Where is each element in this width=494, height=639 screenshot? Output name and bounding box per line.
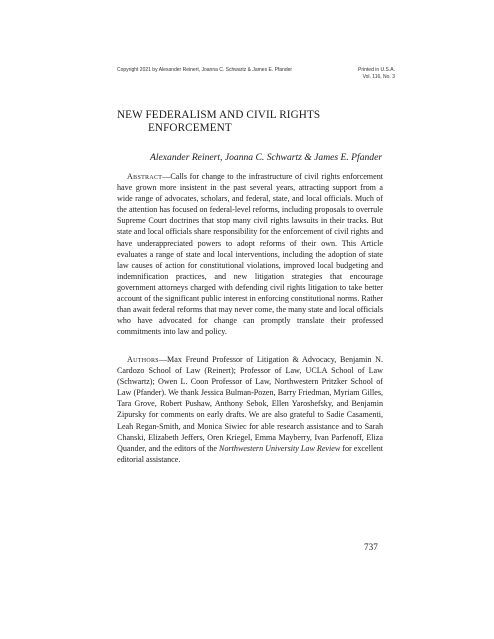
page-number: 737	[364, 542, 378, 552]
abstract-text: —Calls for change to the infrastructure of civil rights enforcement have grown more insistent in the past several years, attracting support from a wide range of advocates, scholars, and federal, state, and local officials. Much of the attention has focused on federal-level reforms, including proposals to overrule Supreme Court doctrines that stop many civil rights lawsuits in their tracks. But state and local officials share responsibility for the enforcement of civil rights and have underappreciated powers to adopt reforms of their own. This Article evaluates a range of state and local interventions, including the adoption of state law causes of action for constitutional violations, improved local budgeting and indemnification practices, and new litigation strategies that encourage government attorneys charged with defending civil rights litigation to take better account of the significant public interest in enforcing constitutional norms. Rather than await federal reforms that may never come, the many state and local officials who have advocated for change can promptly translate their professed commitments into law and policy.	[117, 172, 383, 337]
title-line-1: NEW FEDERALISM AND CIVIL RIGHTS	[117, 109, 321, 121]
acknowledgments-paragraph	[117, 354, 383, 465]
article-title	[117, 109, 387, 135]
acknowledgments-text: —Max Freund Professor of Litigation & Advocacy, Benjamin N. Cardozo School of Law (Reinert); Professor of Law, UCLA School of Law (Schwartz); Owen L. Coon Professor of Law, Northwestern Pritzker School of Law (Pfander). We thank Jessica Bulman-Pozen, Barry Friedman, Myriam Gilles, Tara Grove, Robert Pushaw, Anthony Sebok, Ellen Yaroshefsky, and Benjamin Zipursky for comments on early drafts. We are also grateful to Sadie Casamenti, Leah Regan-Smith, and Monica Siwiec for able research assistance and to Sarah Chanski, Elizabeth Jeffers, Oren Kriegel, Emma Mayberry, Ivan Parfenoff, Eliza Quander, and the editors of the	[117, 355, 383, 453]
printed-location: Printed in U.S.A.	[358, 67, 395, 73]
authors-label: Authors	[127, 355, 159, 364]
acknowledgments-text-end: for excellent editorial assistance.	[117, 443, 383, 464]
volume-number: Vol. 116, No. 3	[362, 74, 395, 80]
author-byline: Alexander Reinert, Joanna C. Schwartz & James E. Pfander	[150, 152, 383, 163]
abstract-paragraph	[117, 171, 383, 337]
publication-info	[358, 67, 395, 81]
journal-name: Northwestern University Law Review	[219, 443, 341, 453]
abstract-label: Abstract	[127, 172, 163, 181]
title-line-2: ENFORCEMENT	[148, 122, 232, 134]
copyright-notice: Copyright 2021 by Alexander Reinert, Joanna C. Schwartz & James E. Pfander	[117, 67, 293, 73]
